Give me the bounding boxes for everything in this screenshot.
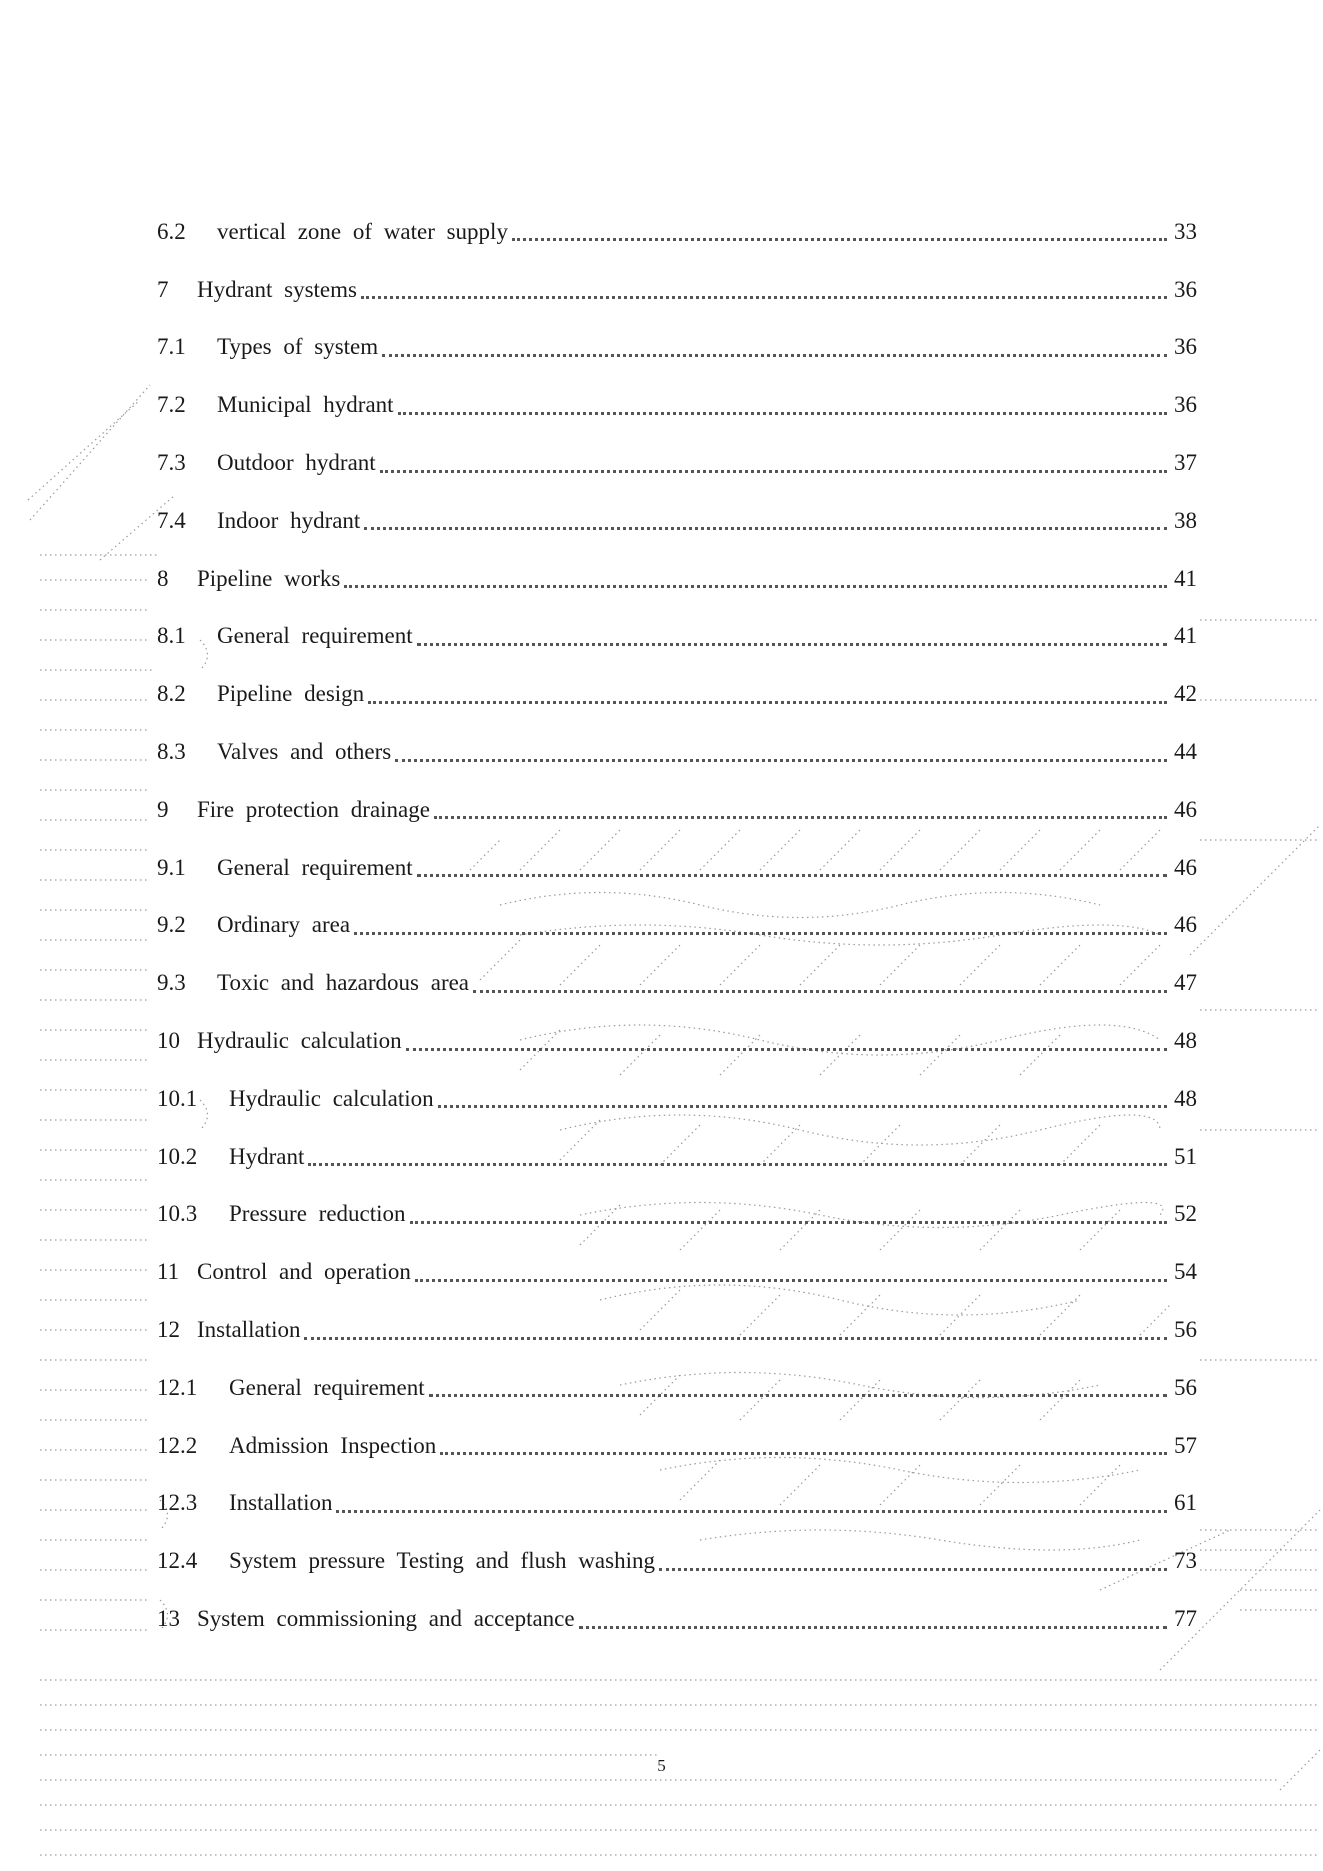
- toc-dot-leader: [380, 470, 1167, 473]
- toc-entry-number: 12: [157, 1317, 180, 1343]
- toc-entry[interactable]: [157, 723, 1197, 781]
- toc-entry-number: 12.1: [157, 1374, 198, 1400]
- toc-entry[interactable]: [157, 608, 1197, 666]
- toc-entry-page: 46: [1174, 912, 1197, 938]
- toc-entry[interactable]: [157, 261, 1197, 319]
- toc-entry-number: 12.3: [157, 1490, 198, 1516]
- toc-entry-number: 9.2: [157, 912, 186, 938]
- toc-entry-page: 38: [1174, 507, 1197, 533]
- toc-entry-number: 10.1: [157, 1085, 198, 1111]
- toc-entry-page: 44: [1174, 739, 1197, 765]
- toc-entry-number: 13: [157, 1606, 180, 1632]
- toc-entry-page: 36: [1174, 392, 1197, 418]
- toc-entry[interactable]: [157, 203, 1197, 261]
- toc-dot-leader: [308, 1163, 1167, 1166]
- toc-entry[interactable]: [157, 1475, 1197, 1533]
- toc-dot-leader: [417, 874, 1167, 877]
- toc-entry-number: 12.4: [157, 1548, 198, 1574]
- toc-entry[interactable]: [157, 492, 1197, 550]
- toc-entry[interactable]: [157, 1128, 1197, 1186]
- toc-entry[interactable]: [157, 1417, 1197, 1475]
- toc-entry[interactable]: [157, 1359, 1197, 1417]
- toc-entry-page: 42: [1174, 681, 1197, 707]
- toc-entry[interactable]: [157, 1070, 1197, 1128]
- toc-dot-leader: [410, 1221, 1167, 1224]
- toc-entry[interactable]: [157, 839, 1197, 897]
- toc-entry[interactable]: [157, 319, 1197, 377]
- toc-entry-title: Pressure reduction: [229, 1201, 406, 1227]
- toc-entry-number: 9.1: [157, 854, 186, 880]
- toc-entry[interactable]: [157, 1301, 1197, 1359]
- toc-entry-title: Pipeline works: [197, 565, 341, 591]
- toc-entry-page: 37: [1174, 450, 1197, 476]
- toc-entry[interactable]: [157, 1590, 1197, 1648]
- toc-entry-page: 51: [1174, 1143, 1197, 1169]
- toc-entry[interactable]: [157, 1243, 1197, 1301]
- toc-entry-page: 41: [1174, 565, 1197, 591]
- toc-dot-leader: [417, 643, 1167, 646]
- toc-dot-leader: [304, 1337, 1167, 1340]
- toc-dot-leader: [336, 1510, 1167, 1513]
- toc-entry-title: Outdoor hydrant: [217, 450, 376, 476]
- toc-dot-leader: [344, 585, 1167, 588]
- toc-entry-title: Hydraulic calculation: [197, 1028, 402, 1054]
- toc-entry-title: General requirement: [217, 854, 413, 880]
- toc-entry-title: System commissioning and acceptance: [197, 1606, 575, 1632]
- toc-entry-page: 46: [1174, 796, 1197, 822]
- toc-entry-number: 10.2: [157, 1143, 198, 1169]
- toc-entry-page: 48: [1174, 1085, 1197, 1111]
- toc-entry-page: 36: [1174, 276, 1197, 302]
- toc-entry[interactable]: [157, 781, 1197, 839]
- toc-entry[interactable]: [157, 550, 1197, 608]
- toc-entry-title: System pressure Testing and flush washing: [229, 1548, 655, 1574]
- toc-entry-title: Installation: [229, 1490, 333, 1516]
- toc-entry-title: Hydraulic calculation: [229, 1085, 434, 1111]
- toc-entry[interactable]: [157, 434, 1197, 492]
- toc-entry[interactable]: [157, 665, 1197, 723]
- toc-dot-leader: [395, 759, 1167, 762]
- toc-entry-page: 54: [1174, 1259, 1197, 1285]
- toc-entry-title: Toxic and hazardous area: [217, 970, 470, 996]
- toc-entry-title: Hydrant: [229, 1143, 305, 1169]
- toc-entry-page: 52: [1174, 1201, 1197, 1227]
- toc-entry-page: 57: [1174, 1432, 1197, 1458]
- toc-dot-leader: [398, 412, 1167, 415]
- toc-entry-title: Municipal hydrant: [217, 392, 394, 418]
- toc-entry[interactable]: [157, 897, 1197, 955]
- toc-entry-number: 6.2: [157, 218, 186, 244]
- toc-dot-leader: [440, 1452, 1167, 1455]
- toc-entry-number: 7.3: [157, 450, 186, 476]
- toc-entry-title: General requirement: [229, 1374, 425, 1400]
- toc-dot-leader: [368, 701, 1167, 704]
- toc-entry-title: Installation: [197, 1317, 301, 1343]
- toc-dot-leader: [415, 1279, 1167, 1282]
- toc-dot-leader: [429, 1394, 1167, 1397]
- toc-entry-title: Admission Inspection: [229, 1432, 437, 1458]
- toc-entry-title: Pipeline design: [217, 681, 365, 707]
- toc-entry-title: Ordinary area: [217, 912, 351, 938]
- toc-entry-page: 41: [1174, 623, 1197, 649]
- toc-entry-page: 77: [1174, 1606, 1197, 1632]
- toc-entry-page: 36: [1174, 334, 1197, 360]
- toc-entry-number: 11: [157, 1259, 180, 1285]
- toc-dot-leader: [434, 816, 1167, 819]
- toc-entry[interactable]: [157, 1532, 1197, 1590]
- toc-entry-title: Fire protection drainage: [197, 796, 430, 822]
- toc-entry-page: 56: [1174, 1317, 1197, 1343]
- toc-dot-leader: [579, 1626, 1167, 1629]
- toc-entry-page: 56: [1174, 1374, 1197, 1400]
- toc-entry-number: 9.3: [157, 970, 186, 996]
- toc-dot-leader: [382, 354, 1167, 357]
- toc-entry-title: General requirement: [217, 623, 413, 649]
- toc-entry-number: 8.3: [157, 739, 186, 765]
- toc-dot-leader: [406, 1048, 1167, 1051]
- toc-dot-leader: [659, 1568, 1167, 1571]
- toc-entry-number: 7.2: [157, 392, 186, 418]
- toc-entry-title: Types of system: [217, 334, 379, 360]
- toc-entry-page: 33: [1174, 218, 1197, 244]
- toc-entry-title: Hydrant systems: [197, 276, 357, 302]
- toc-entry-title: Indoor hydrant: [217, 507, 361, 533]
- toc-entry-page: 73: [1174, 1548, 1197, 1574]
- toc-dot-leader: [364, 527, 1167, 530]
- toc-entry-page: 47: [1174, 970, 1197, 996]
- toc-entry-page: 46: [1174, 854, 1197, 880]
- toc-entry[interactable]: [157, 1012, 1197, 1070]
- toc-dot-leader: [361, 296, 1167, 299]
- toc-entry-number: 10: [157, 1028, 180, 1054]
- table-of-contents: [157, 203, 1197, 1648]
- toc-entry-title: vertical zone of water supply: [217, 218, 508, 244]
- toc-entry-number: 8: [157, 565, 169, 591]
- toc-entry-number: 12.2: [157, 1432, 198, 1458]
- toc-entry-number: 7.1: [157, 334, 186, 360]
- toc-entry-number: 7.4: [157, 507, 186, 533]
- toc-entry-page: 61: [1174, 1490, 1197, 1516]
- toc-entry-number: 9: [157, 796, 169, 822]
- toc-entry[interactable]: [157, 1186, 1197, 1244]
- toc-dot-leader: [473, 990, 1167, 993]
- page-number: 5: [657, 1756, 666, 1775]
- toc-entry[interactable]: [157, 954, 1197, 1012]
- toc-entry[interactable]: [157, 376, 1197, 434]
- toc-dot-leader: [512, 238, 1167, 241]
- toc-dot-leader: [438, 1105, 1167, 1108]
- toc-entry-number: 8.2: [157, 681, 186, 707]
- toc-dot-leader: [354, 932, 1167, 935]
- toc-entry-number: 8.1: [157, 623, 186, 649]
- toc-entry-number: 10.3: [157, 1201, 198, 1227]
- toc-entry-title: Control and operation: [197, 1259, 411, 1285]
- toc-entry-page: 48: [1174, 1028, 1197, 1054]
- toc-entry-number: 7: [157, 276, 169, 302]
- toc-entry-title: Valves and others: [217, 739, 392, 765]
